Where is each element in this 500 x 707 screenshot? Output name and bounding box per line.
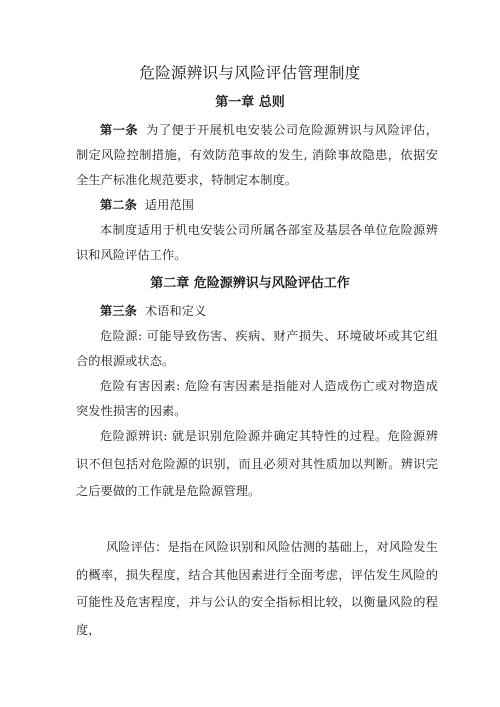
definition-risk-assessment: 风险评估：是指在风险识别和风险估测的基础上，对风险发生的概率，损失程度，结合其他因素进行全面考虑，评估发生风险的可能性及危害程度，并与公认的安全指标相比较，以衡量风险的程度， xyxy=(76,540,438,637)
article-2-body: 本制度适用于机电安装公司所属各部室及基层各单位危险源辨识和风险评估工作。 xyxy=(76,223,438,262)
article-3-label: 第三条 xyxy=(100,304,137,318)
definition-hazard-source: 危险源: 可能导致伤害、疾病、财产损失、环境破坏或其它组合的根源或状态。 xyxy=(76,329,438,368)
article-3-text: 术语和定义 xyxy=(144,304,207,318)
article-1-text: 为了便于开展机电安装公司危险源辨识与风险评估，制定风险控制措施，有效防范事故的发生, 消除事故隐患，依据安全生产标准化规范要求，特制定本制度。 xyxy=(76,123,438,187)
definition-identification: 危险源辨识: 就是识别危险源并确定其特性的过程。危险源辨识不但包括对危险源的识别，而且必须对其性质加以判断。辨识完之后要做的工作就是危险源管理。 xyxy=(76,429,438,498)
article-2-paragraph xyxy=(76,193,438,218)
article-1-label: 第一条 xyxy=(100,123,139,137)
chapter-2-heading: 第二章 危险源辨识与风险评估工作 xyxy=(150,276,350,291)
article-2-text: 适用范围 xyxy=(144,198,195,212)
article-2-label: 第二条 xyxy=(100,198,137,212)
article-1-paragraph xyxy=(76,118,438,193)
article-3-paragraph xyxy=(76,299,438,324)
document-title: 危险源辨识与风险评估管理制度 xyxy=(139,64,361,82)
chapter-1-heading: 第一章 总则 xyxy=(215,95,285,110)
definition-hazard-factor: 危险有害因素: 危险有害因素是指能对人造成伤亡或对物造成突发性损害的因素。 xyxy=(76,379,438,418)
